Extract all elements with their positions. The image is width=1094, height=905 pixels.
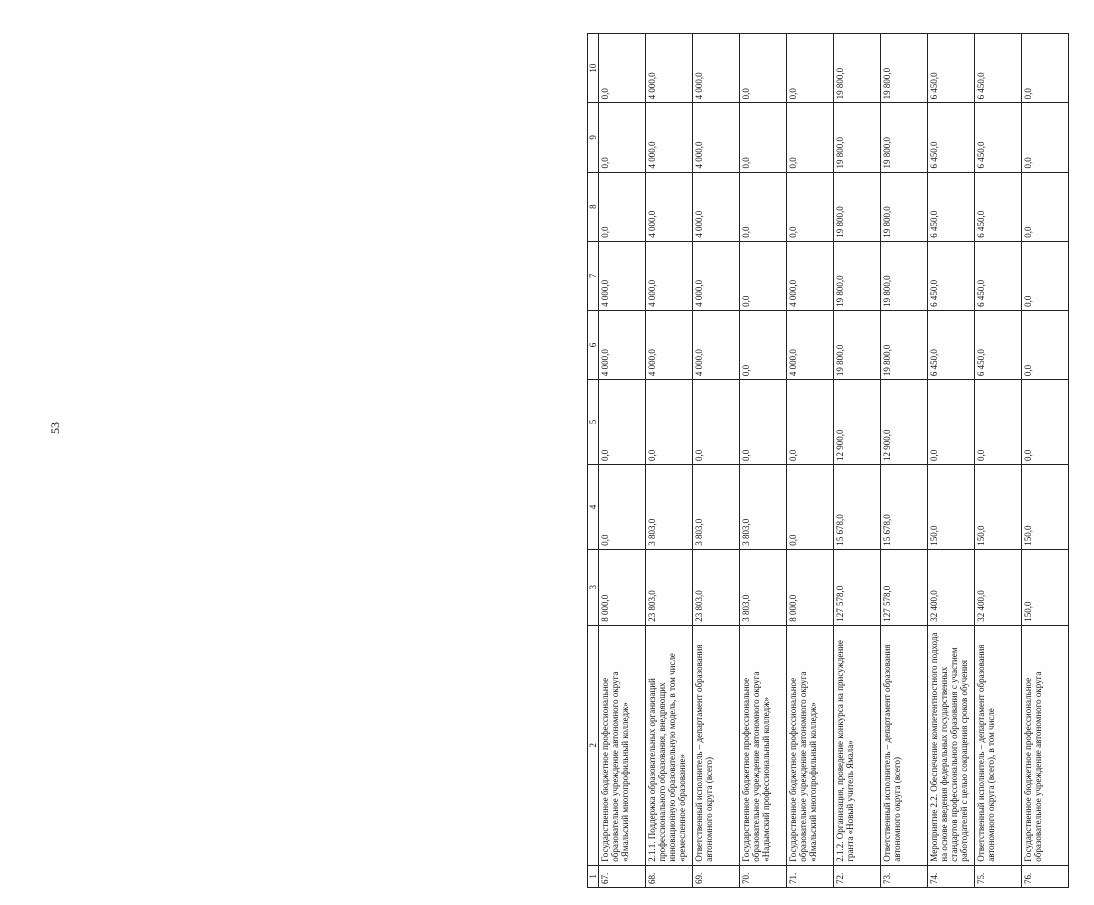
header-row	[588, 34, 599, 888]
value-cell: 0,0	[1022, 310, 1069, 379]
value-cell: 3 803,0	[693, 464, 740, 549]
value-cell: 4 000,0	[787, 241, 834, 310]
value-cell: 12 900,0	[881, 380, 928, 465]
value-cell: 0,0	[1022, 172, 1069, 241]
value-cell: 4 000,0	[693, 103, 740, 172]
value-cell: 19 800,0	[834, 172, 881, 241]
value-cell: 6 450,0	[975, 241, 1022, 310]
value-cell: 0,0	[1022, 380, 1069, 465]
table-row	[740, 34, 787, 888]
row-number: 67.	[599, 865, 646, 887]
value-cell: 0,0	[599, 34, 646, 103]
value-cell: 6 450,0	[928, 103, 975, 172]
value-cell: 19 800,0	[834, 34, 881, 103]
value-cell: 19 800,0	[881, 310, 928, 379]
value-cell: 0,0	[787, 103, 834, 172]
value-cell: 4 000,0	[646, 34, 693, 103]
value-cell: 19 800,0	[881, 241, 928, 310]
value-cell: 6 450,0	[975, 172, 1022, 241]
row-number: 76.	[1022, 865, 1069, 887]
value-cell: 0,0	[740, 310, 787, 379]
row-description: Мероприятие 2.2. Обеспечение компетентностного подхода на основе введения федеральных государственных стандартов профессионального образования с участием работодателей с целью сокращения сроков обучения	[928, 625, 975, 865]
value-cell: 0,0	[787, 464, 834, 549]
header-cell: 4	[588, 464, 599, 549]
value-cell: 4 000,0	[787, 310, 834, 379]
value-cell: 32 400,0	[975, 549, 1022, 625]
value-cell: 4 000,0	[693, 310, 740, 379]
row-description: Государственное бюджетное профессиональное образовательное учреждение автономного округа	[1022, 625, 1069, 865]
value-cell: 0,0	[740, 172, 787, 241]
value-cell: 15 678,0	[834, 464, 881, 549]
value-cell: 4 000,0	[693, 172, 740, 241]
page-number: 53	[48, 422, 62, 434]
value-cell: 6 450,0	[928, 172, 975, 241]
value-cell: 0,0	[740, 380, 787, 465]
value-cell: 0,0	[646, 380, 693, 465]
value-cell: 0,0	[787, 172, 834, 241]
value-cell: 23 803,0	[646, 549, 693, 625]
value-cell: 6 450,0	[928, 310, 975, 379]
value-cell: 19 800,0	[834, 241, 881, 310]
rotated-table-wrapper	[587, 33, 1094, 888]
row-number: 75.	[975, 865, 1022, 887]
value-cell: 19 800,0	[834, 103, 881, 172]
header-cell: 6	[588, 310, 599, 379]
value-cell: 4 000,0	[599, 241, 646, 310]
value-cell: 6 450,0	[975, 103, 1022, 172]
value-cell: 0,0	[1022, 103, 1069, 172]
value-cell: 19 800,0	[881, 172, 928, 241]
header-cell: 9	[588, 103, 599, 172]
value-cell: 3 803,0	[740, 549, 787, 625]
row-description: 2.1.2. Организация, проведение конкурса на присуждение гранта «Новый учитель Ямала»	[834, 625, 881, 865]
table-row	[1022, 34, 1069, 888]
header-cell: 10	[588, 34, 599, 103]
value-cell: 12 900,0	[834, 380, 881, 465]
value-cell: 15 678,0	[881, 464, 928, 549]
row-number: 70.	[740, 865, 787, 887]
value-cell: 4 000,0	[646, 172, 693, 241]
value-cell: 19 800,0	[881, 103, 928, 172]
row-description: Ответственный исполнитель – департамент образования автономного округа (всего)	[881, 625, 928, 865]
value-cell: 0,0	[740, 34, 787, 103]
table-row	[646, 34, 693, 888]
value-cell: 4 000,0	[693, 241, 740, 310]
value-cell: 6 450,0	[928, 34, 975, 103]
header-cell: 1	[588, 865, 599, 887]
value-cell: 4 000,0	[646, 103, 693, 172]
row-description: Государственное бюджетное профессиональное образовательное учреждение автономного округа «Надымский профессиональный колледж»	[740, 625, 787, 865]
row-number: 72.	[834, 865, 881, 887]
row-description: Государственное бюджетное профессиональное образовательное учреждение автономного округа «Ямальский многопрофильный колледж»	[787, 625, 834, 865]
value-cell: 19 800,0	[881, 34, 928, 103]
table-row	[693, 34, 740, 888]
table-row	[881, 34, 928, 888]
row-number: 71.	[787, 865, 834, 887]
value-cell: 19 800,0	[834, 310, 881, 379]
header-cell: 3	[588, 549, 599, 625]
value-cell: 150,0	[928, 464, 975, 549]
value-cell: 0,0	[1022, 34, 1069, 103]
value-cell: 0,0	[975, 380, 1022, 465]
value-cell: 3 803,0	[646, 464, 693, 549]
value-cell: 3 803,0	[740, 464, 787, 549]
value-cell: 0,0	[740, 103, 787, 172]
value-cell: 4 000,0	[599, 310, 646, 379]
row-description: Государственное бюджетное профессиональное образовательное учреждение автономного округа «Ямальский многопрофильный колледж»	[599, 625, 646, 865]
value-cell: 127 578,0	[834, 549, 881, 625]
table-row	[834, 34, 881, 888]
value-cell: 150,0	[1022, 549, 1069, 625]
value-cell: 4 000,0	[646, 310, 693, 379]
value-cell: 127 578,0	[881, 549, 928, 625]
budget-table	[587, 33, 1069, 888]
value-cell: 4 000,0	[693, 34, 740, 103]
row-description: 2.1.1. Поддержка образовательных организаций профессионального образования, внедряющих инновационную образовательную модель, в том числе «ремесленное образование»	[646, 625, 693, 865]
row-number: 69.	[693, 865, 740, 887]
row-number: 74.	[928, 865, 975, 887]
value-cell: 4 000,0	[646, 241, 693, 310]
value-cell: 6 450,0	[975, 310, 1022, 379]
value-cell: 8 000,0	[787, 549, 834, 625]
value-cell: 0,0	[599, 172, 646, 241]
value-cell: 23 803,0	[693, 549, 740, 625]
table-row	[599, 34, 646, 888]
row-number: 73.	[881, 865, 928, 887]
value-cell: 6 450,0	[975, 34, 1022, 103]
row-description: Ответственный исполнитель – департамент образования автономного округа (всего)	[693, 625, 740, 865]
header-cell: 8	[588, 172, 599, 241]
table-row	[928, 34, 975, 888]
row-description: Ответственный исполнитель – департамент образования автономного округа (всего), в том числе	[975, 625, 1022, 865]
value-cell: 0,0	[787, 34, 834, 103]
header-cell: 7	[588, 241, 599, 310]
value-cell: 0,0	[928, 380, 975, 465]
row-number: 68.	[646, 865, 693, 887]
value-cell: 6 450,0	[928, 241, 975, 310]
header-cell: 2	[588, 625, 599, 865]
header-cell: 5	[588, 380, 599, 465]
table-row	[975, 34, 1022, 888]
value-cell: 0,0	[599, 103, 646, 172]
value-cell: 0,0	[787, 380, 834, 465]
value-cell: 0,0	[740, 241, 787, 310]
value-cell: 0,0	[599, 380, 646, 465]
value-cell: 32 400,0	[928, 549, 975, 625]
value-cell: 0,0	[1022, 241, 1069, 310]
table-row	[787, 34, 834, 888]
value-cell: 8 000,0	[599, 549, 646, 625]
value-cell: 0,0	[693, 380, 740, 465]
value-cell: 0,0	[599, 464, 646, 549]
value-cell: 150,0	[1022, 464, 1069, 549]
value-cell: 150,0	[975, 464, 1022, 549]
